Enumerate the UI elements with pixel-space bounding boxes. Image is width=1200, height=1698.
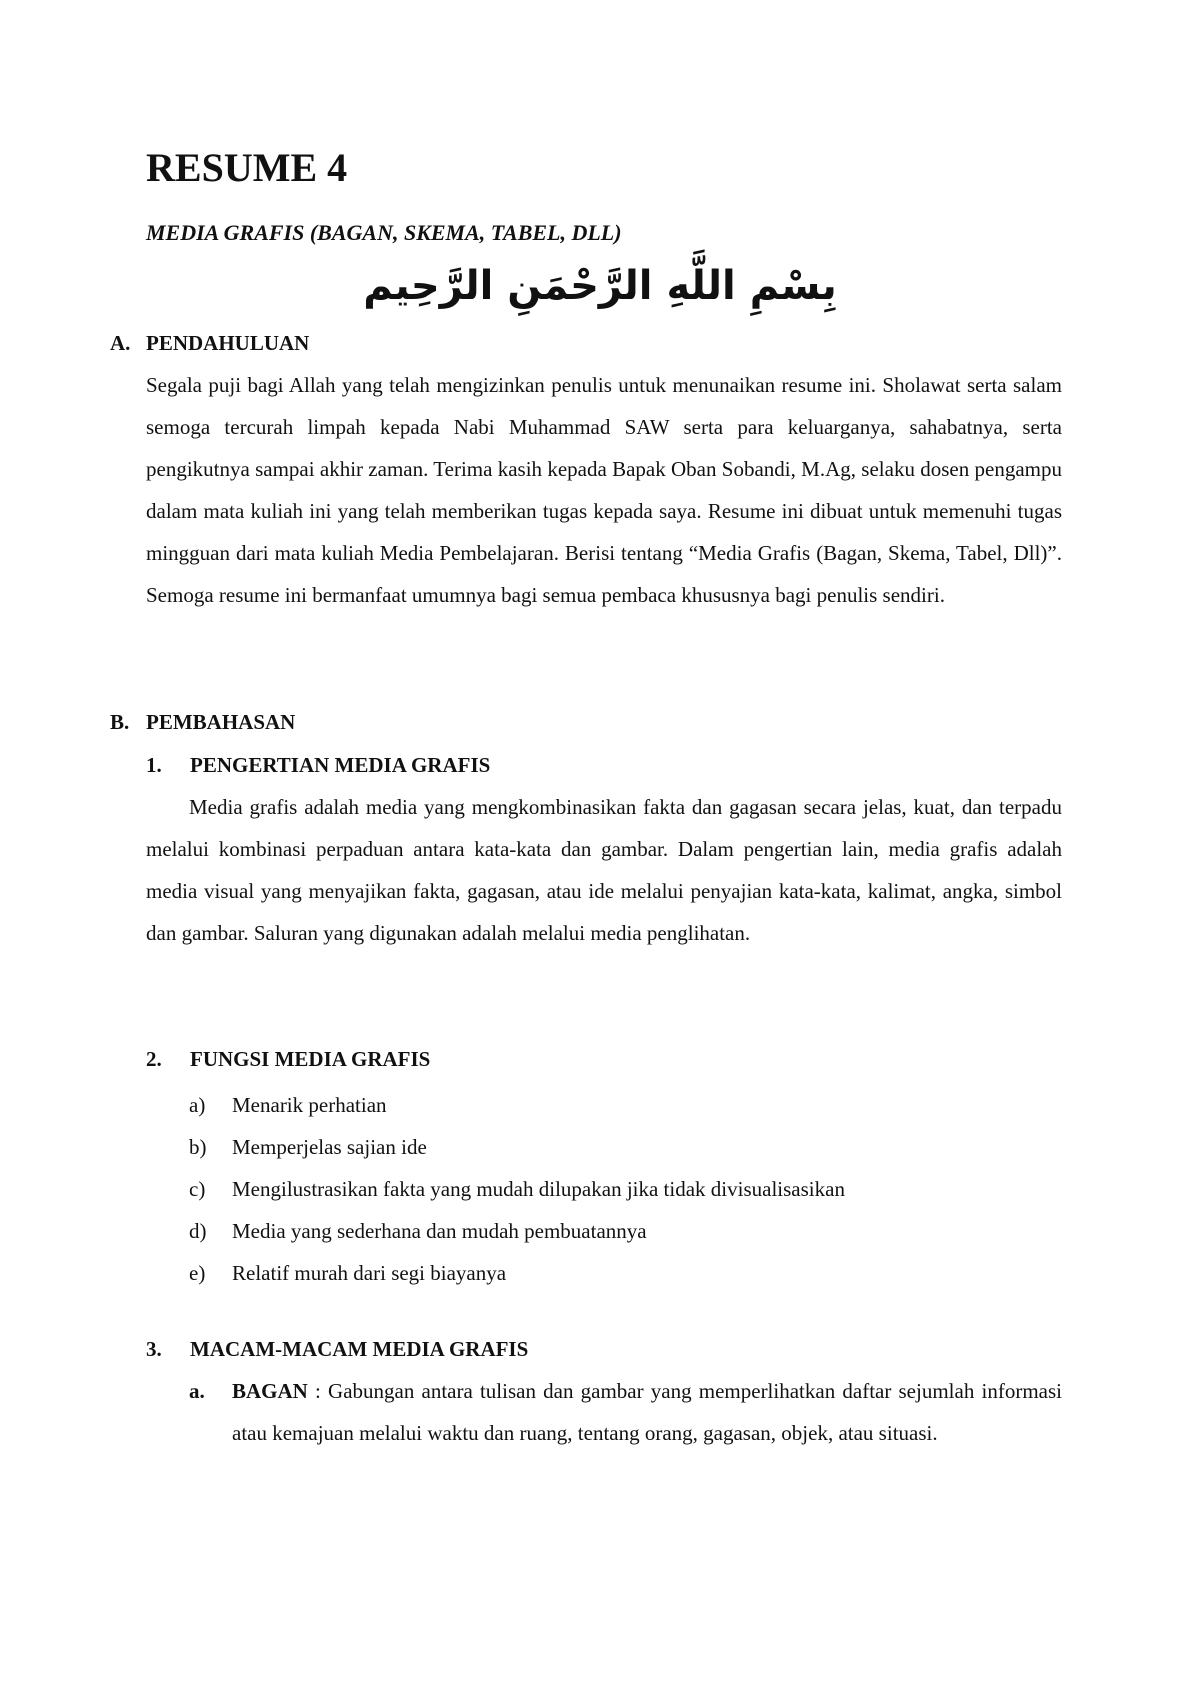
- section-a-paragraph: Segala puji bagi Allah yang telah mengizinkan penulis untuk menunaikan resume ini. Sholawat serta salam semoga tercurah limpah kepada Nabi Muhammad SAW serta para keluarganya, sahabatnya, serta pengikutnya sampai akhir zaman. Terima kasih kepada Bapak Oban Sobandi, M.Ag, selaku dosen pengampu dalam mata kuliah ini yang telah memberikan tugas kepada saya. Resume ini dibuat untuk memenuhi tugas mingguan dari mata kuliah Media Pembelajaran. Berisi tentang “Media Grafis (Bagan, Skema, Tabel, Dll)”. Semoga resume ini bermanfaat umumnya bagi semua pembaca khususnya bagi penulis sendiri.: [146, 373, 1062, 607]
- macam-item-marker: a.: [189, 1379, 205, 1403]
- list-item-marker: c): [189, 1177, 206, 1201]
- pengertian-number: 1.: [146, 753, 162, 777]
- macam-item-term: BAGAN: [232, 1379, 308, 1403]
- list-item-text: Memperjelas sajian ide: [232, 1135, 427, 1159]
- section-a-title: PENDAHULUAN: [146, 331, 310, 355]
- list-item-text: Mengilustrasikan fakta yang mudah dilupakan jika tidak divisualisasikan: [232, 1177, 845, 1201]
- section-b-heading: [110, 712, 295, 733]
- section-a-heading: [110, 333, 309, 354]
- list-item-marker: e): [189, 1261, 206, 1285]
- list-item-marker: b): [189, 1135, 207, 1159]
- fungsi-number: 2.: [146, 1047, 162, 1071]
- document-title: RESUME 4: [146, 145, 348, 190]
- section-b-number: B.: [110, 710, 130, 734]
- macam-item-text: : Gabungan antara tulisan dan gambar yang memperlihatkan daftar sejumlah informasi atau kemajuan melalui waktu dan ruang, tentang orang, gagasan, objek, atau situasi.: [232, 1379, 1062, 1445]
- section-a-number: A.: [110, 331, 131, 355]
- list-item: [189, 1252, 845, 1294]
- list-item: [189, 1084, 845, 1126]
- list-item-text: Media yang sederhana dan mudah pembuatannya: [232, 1219, 647, 1243]
- section-b-title: PEMBAHASAN: [146, 710, 296, 734]
- macam-number: 3.: [146, 1337, 162, 1361]
- list-item-marker: d): [189, 1219, 207, 1243]
- pengertian-paragraph: Media grafis adalah media yang mengkombinasikan fakta dan gagasan secara jelas, kuat, dan terpadu melalui kombinasi perpaduan antara kata-kata dan gambar. Dalam pengertian lain, media grafis adalah media visual yang menyajikan fakta, gagasan, atau ide melalui penyajian kata-kata, kalimat, angka, simbol dan gambar. Saluran yang digunakan adalah melalui media penglihatan.: [146, 795, 1062, 945]
- fungsi-title: FUNGSI MEDIA GRAFIS: [190, 1047, 431, 1071]
- list-item-marker: a): [189, 1093, 206, 1117]
- pengertian-heading: [146, 755, 490, 776]
- macam-item-bagan: [189, 1370, 1062, 1454]
- list-item: [189, 1210, 845, 1252]
- fungsi-heading: [146, 1049, 430, 1070]
- macam-title: MACAM-MACAM MEDIA GRAFIS: [190, 1337, 529, 1361]
- list-item-text: Relatif murah dari segi biayanya: [232, 1261, 507, 1285]
- list-item: [189, 1168, 845, 1210]
- macam-heading: [146, 1339, 528, 1360]
- list-item-text: Menarik perhatian: [232, 1093, 387, 1117]
- pengertian-title: PENGERTIAN MEDIA GRAFIS: [190, 753, 491, 777]
- fungsi-list: [189, 1084, 845, 1294]
- macam-item-body: [232, 1370, 1062, 1454]
- document-subtitle: MEDIA GRAFIS (BAGAN, SKEMA, TABEL, DLL): [146, 220, 622, 245]
- basmala-text: بِسْمِ اللَّهِ الرَّحْمَنِ الرَّحِيم: [363, 263, 837, 309]
- list-item: [189, 1126, 845, 1168]
